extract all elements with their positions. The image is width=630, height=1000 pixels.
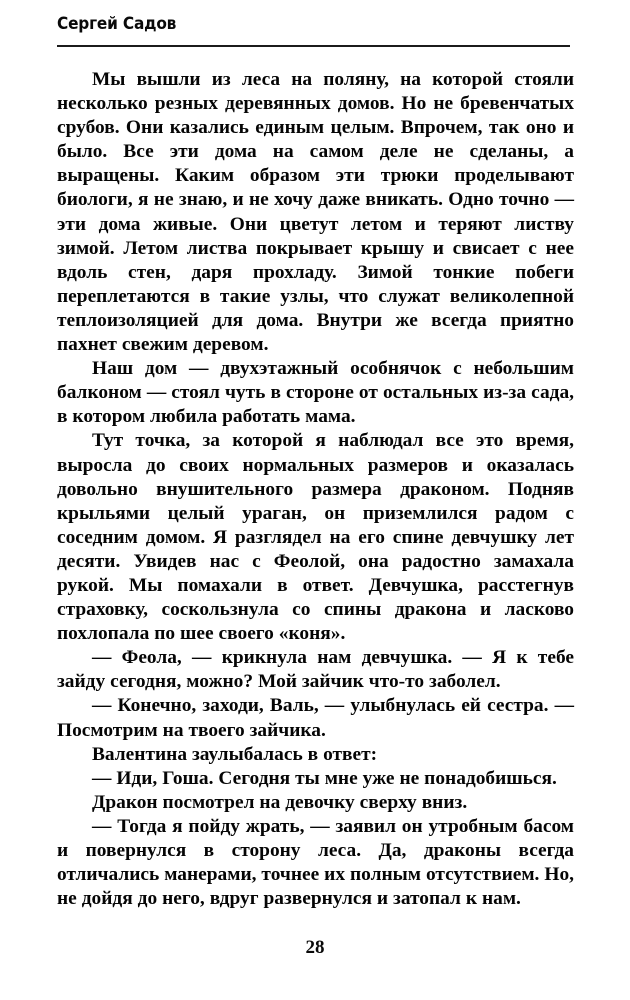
paragraph: Валентина заулыбалась в ответ: — [92, 743, 378, 765]
body-text — [57, 68, 574, 911]
paragraph: Наш дом — двухэтажный особнячок с небольшим балконом — стоял чуть в стороне от остальных из-за сада, в котором любила работать мама. — [57, 358, 574, 428]
paragraph-dialogue: — Конечно, заходи, Валь, — улыбнулась ей сестра. — Посмотрим на твоего зайчика. — [57, 695, 574, 741]
page-number: 28 — [305, 937, 325, 958]
paragraph: Дракон посмотрел на девочку сверху вниз. — [92, 791, 468, 813]
paragraph-dialogue: — Тогда я пойду жрать, — заявил он утробным басом и повернулся в сторону леса. Да, драконы всегда отличались манерами, точнее их полным отсутствием. Но, не дойдя до него, вдруг развернулся и затопал к нам. — [57, 815, 574, 910]
paragraph: Тут точка, за которой я наблюдал все это время, выросла до своих нормальных размеров и оказалась довольно внушительного размера драконом. Подняв крыльями целый ураган, он приземлился радом с соседним домом. Я разглядел на его спине девчушку лет десяти. Увидев нас с Феолой, она радостно замахала рукой. Мы помахали в ответ. Девчушка, расстегнув страховку, соскользнула со спины дракона и ласково похлопала по шее своего «коня». — [57, 430, 574, 645]
running-head — [57, 14, 573, 44]
running-head-author: Сергей Садов — [57, 14, 177, 33]
paragraph-dialogue: — Феола, — крикнула нам девчушка. — Я к тебе зайду сегодня, можно? Мой зайчик что-то заболел. — [57, 647, 574, 693]
paragraph-dialogue: — Иди, Гоша. Сегодня ты мне уже не понадобишься. — [92, 767, 557, 789]
paragraph: Мы вышли из леса на поляну, на которой стояли несколько резных деревянных домов. Но не бревенчатых срубов. Они казались единым целым. Впрочем, так оно и было. Все эти дома на самом деле не сделаны, а выращены. Каким образом эти трюки проделывают биологи, я не знаю, и не хочу даже вникать. Одно точно — эти дома живые. Они цветут летом и теряют листву зимой. Летом листва покрывает крышу и свисает с нее вдоль стен, даря прохладу. Зимой тонкие побеги переплетаются в такие узлы, что служат великолепной теплоизоляцией для дома. Внутри же всегда приятно пахнет свежим деревом. — [57, 69, 574, 356]
running-head-rule — [57, 45, 570, 47]
